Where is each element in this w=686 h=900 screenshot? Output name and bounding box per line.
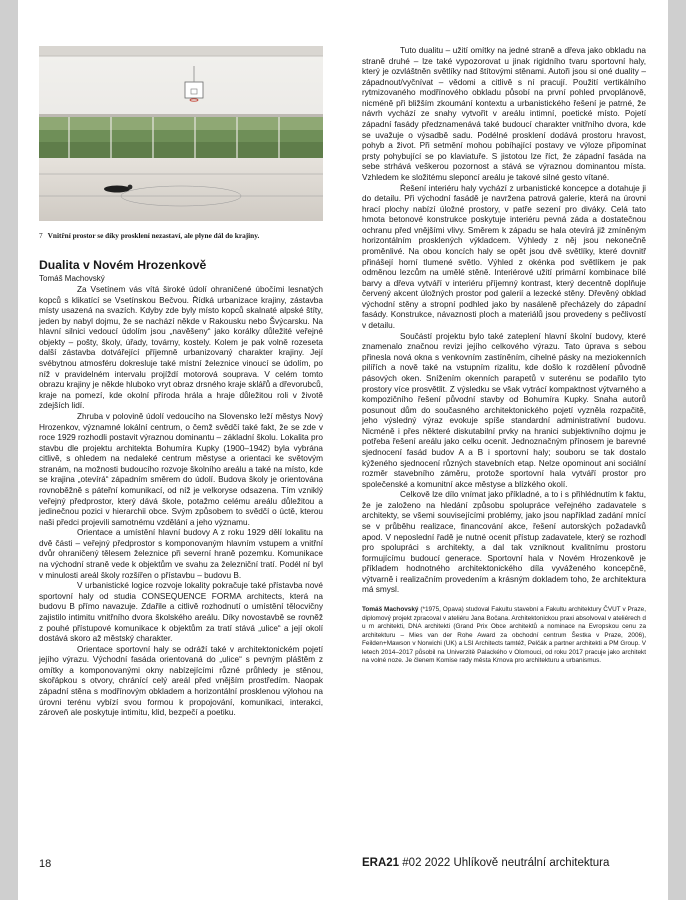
figure-caption-text: Vnitřní prostor se díky prosklení nezastaví, ale plyne dál do krajiny. [47, 231, 260, 240]
left-body-text [39, 285, 323, 719]
magazine-page [18, 0, 668, 900]
paragraph: Za Vsetínem vás vítá široké údolí ohraničené úbočími lesnatých kopců s klikatící se Vsetínskou Bečvou. Řídká urbanizace krajiny, zástavba místy usazená na svazích. Kdyby zde byly místo kopců skalnaté alpské štíty, jeden by nabyl dojmu, že se nachází někde v Rakousku nebo Švýcarsku. Na hlavní silnici vedoucí údolím jsou „navěšeny“ jako korálky důležité veřejné objekty – pošty, školy, úřady, továrny, kostely. Kolem je pak volně rozeseta další zástavba dotvářející příjemně urbanizovaný charakter krajiny. Její svébytnou atmosféru dokresluje také místní železnice vinoucí se údolím, po níž v pravidelném intervalu projíždí motorová souprava. V celém tomto obrazu krajiny je někde hluboko vryt obraz drsného kraje sklářů a dřevorubců, kraje na pomezí, kde okolní příroda hrála a hraje důležitou roli v životě zdejších lidí. [39, 285, 323, 411]
issue-text: #02 2022 Uhlíkově neutrální architektura [402, 857, 610, 869]
bio-text: (*1975, Opava) studoval Fakultu stavební a Fakultu architektury ČVUT v Praze, diplomový projekt zpracoval v ateliéru Jana Bočana. Architektonickou praxi absolvoval v ateliérech d u m architekti, DNA architekti (Grand Prix Obce architektů a nominace na Evropskou cenu za architekturu – Mies van der Rohe Award za obchodní centrum Šestka v Praze, 2006), Feilden+Mawson v Norwichi (UK) a LSI Architects tamtéž, Pelčák a partner architekti a PM Group. V letech 2014–2017 působil na Univerzitě Palackého v Olomouci, od roku 2017 pracuje jako architekt na volné noze. Je členem Komise rady města Krnova pro architekturu a urbanismus. [362, 606, 646, 665]
article-title: Dualita v Novém Hrozenkově [39, 258, 207, 272]
magazine-footer [362, 857, 609, 869]
article-author: Tomáš Machovský [39, 274, 105, 283]
magazine-name: ERA21 [362, 857, 400, 869]
page-number: 18 [39, 858, 52, 870]
paragraph: Tuto dualitu – užití omítky na jedné straně a dřeva jako obkladu na straně druhé – lze také vypozorovat u jinak rigidního tvaru sportovní haly, který je ozvláštněn světlíky nad štítovými stěnami. Autoři jsou si oné duality – západnout/vyčnívat – vědomi a citlivě s ní pracují. Použití vertikálního rytmizovaného modřínového obkladu působí na první pohled prvoplánově, nicméně při bližším zkoumání kontextu a urbanistického řešení je patrné, že návrh vychází ze snahy vytvořit v areálu intimní, poetické místo. Pojetí západní fasády předznamenává také budoucí charakter vnitřního dvora, kde se uvažuje o výsadbě sadu. Podélné prosklení dodává prostoru hravost, pohyb a život. Při setmění mohou pobíhající postavy ve výloze připomínat prsty pohybující se po klaviatuře. S jistotou lze říct, že západní fasáda na sebe strhává veškerou pozornost a stává se výraznou dominantou místa. Vzhledem ke složitému sleponcí areálu je takové silné gesto vítané. [362, 46, 646, 182]
paragraph: Orientace sportovní haly se odráží také v architektonickém pojetí jejího výrazu. Východní fasáda orientovaná do „ulice“ s pevným pláštěm z omítky a komponovanými okny nabízejícími různé průhledy je stěnou, skořápkou s otvory, chránící celý areál před vnějším prostředím. Naopak západní stěna s modřínovým obkladem a horizontální prosklenou výlohou na úrovni terénu vybízí svou formou k propojování, komunikaci, interakci, zároveň ale poskytuje intimitu, klid, bezpečí a poetiku. [39, 644, 323, 718]
paragraph: Celkově lze dílo vnímat jako příkladné, a to i s přihlédnutím k faktu, že je založeno na hledání způsobu spolupráce veřejného zadavatele s architekty, se všemi souvisejícími problémy, jako jsou například zadání mnící se v průběhu realizace, financování akce, řešení autorských požadavků apod. V neposlední řadě je nutné ocenit přístup zadavatele, který se rozhodl pro spolupráci s architekty, a dal tak vzniknout kvalitnímu prostoru formujícímu budoucí generace. Sportovní hala v Novém Hrozenkově je příkladem hodnotného architektonického díla vyváženého koncepčně, výtvarně i realizačním provedením a krásným dokladem toho, že architektura má smysl. [362, 490, 646, 595]
figure-caption [39, 231, 323, 240]
right-column [362, 46, 646, 666]
paragraph: Řešení interiéru haly vychází z urbanistické koncepce a dotahuje ji do detailu. Při východní fasádě je navržena patrová galerie, která na úrovni hrací plochy nabízí úložné prostory, v patře sezení pro diváky. Celá tato hmota betonové konstrukce poskytuje interiéru pevná záda a dostatečnou ochranu před vnějšími vlivy. Směrem k západu se hala otevírá již zmíněným horizontálním prosklených výkladcem. Výhledy z něj jsou nekonečně proměnlivé. Na obou koncích haly se opět jsou dvě světlíky, které dovnitř přinášejí horní tlumené světlo. Výhled z okénka pod světlíkem je pak odměnou lezcům na umělé stěně. Interiérové užití primární kombinace bílé barvy a dřeva vytváří v interiéru příjemný kontrast, který decentně doplňuje červený akcent úložných prostor pod galerií a lezecké stěny. Dřevěný obklad východní stěny a stropní podhled jako by nasáleně přecházely do západní fasády. Konstrukce, návaznosti ploch a materiálů jsou provedeny s pečlivostí v detailu. [362, 183, 646, 331]
left-column [39, 46, 323, 719]
bio-author-name: Tomáš Machovský [362, 606, 419, 614]
figure-number: 7 [39, 231, 43, 240]
author-bio [362, 606, 646, 666]
paragraph: Zhruba v polovině údolí vedoucího na Slovensko leží městys Nový Hrozenkov, významné lokální centrum, o čemž svědčí také fakt, že se zde v roce 1929 rozhodli postavit výraznou dominantu – základní školu. Lokalita pro stavbu dle projektu architekta Bohumíra Kupky (1900–1942) byla vybrána citlivě, s ohledem na nedaleké centrum městyse a orientaci ke světovým stranám, na možnosti budoucího rozvoje školního areálu a také na místo, kde se krajina „otevírá“ západním směrem do údolí. Budova školy je orientována rovnoběžně s páteřní komunikací, od níž je velkoryse odsazena. Tím vzniklý veřejný předprostor, který dává škole, potažmo celému areálu důležitou a jedinečnou pozici v hierarchii obce. Svým způsobem to svědčí o úctě, kterou naši předci projevili samotnému vzdělání a jeho významu. [39, 411, 323, 527]
paragraph: Orientace a umístění hlavní budovy A z roku 1929 dělí lokalitu na dvě části – veřejný předprostor s komponovaným hlavním vstupem a vnitřní dvůr ohraničený tělesem železnice při severní hraně pozemku. Komunikace na východní straně vede k objektům ve svahu za železniční tratí. Podél ní byl v minulosti areál školy rozšířen o přístavbu – budovu B. [39, 528, 323, 580]
sports-hall-photo [39, 46, 323, 221]
sports-hall-interior-image [39, 46, 323, 221]
paragraph: Součástí projektu bylo také zateplení hlavní školní budovy, které znamenalo značnou revizi jejího celkového výrazu. Tato úprava s sebou přinesla nová okna s venkovním zastíněním, cihelné pásky na meziokenních pilířích a nově také na vstupním rizalitu, kde došlo k rozdělení původně pásových oken. Snížením okenních parapetů v suterénu se podařilo tyto prostory více prosvětlit. Z výsledku se však vytrácí kompaktnost výtvarného a kompozičního řešení původní stavby od Bohumíra Kupky. Snaha autorů posunout dům do současného architektonického pojetí vyzněla rozpačitě, jeho výsledný výraz evokuje spíše standardní administrativní budovu. Nicméně i přes některé diskutabilní prvky na hranici subjektivního dojmu je potřeba řešení areálu jako celku ocenit. Jednoznačným přínosem je barevné sjednocení fasád budov A a B i sportovní haly; souboru se tak dostalo kýženého sjednocení různých stavebních etap. Nelze opominout ani sociální rozměr stavebního záměru, protože sportovní hala vytváří prostor pro společenské a komunitní akce městyse a blízkého okolí. [362, 331, 646, 489]
paragraph: V urbanistické logice rozvoje lokality pokračuje také přístavba nové sportovní haly od studia CONSEQUENCE FORMA architects, která na budovu B přímo navazuje. Zdařile a citlivě rozhodnutí o umístění tělocvičny zajistilo intimitu vnitřního dvora školského areálu. Díky novostavbě se rovněž z pouhé přístupové komunikace k objektům za tratí stává „ulice“ a její okolí dostává skoro až městský charakter. [39, 581, 323, 644]
right-body-text [362, 46, 646, 596]
